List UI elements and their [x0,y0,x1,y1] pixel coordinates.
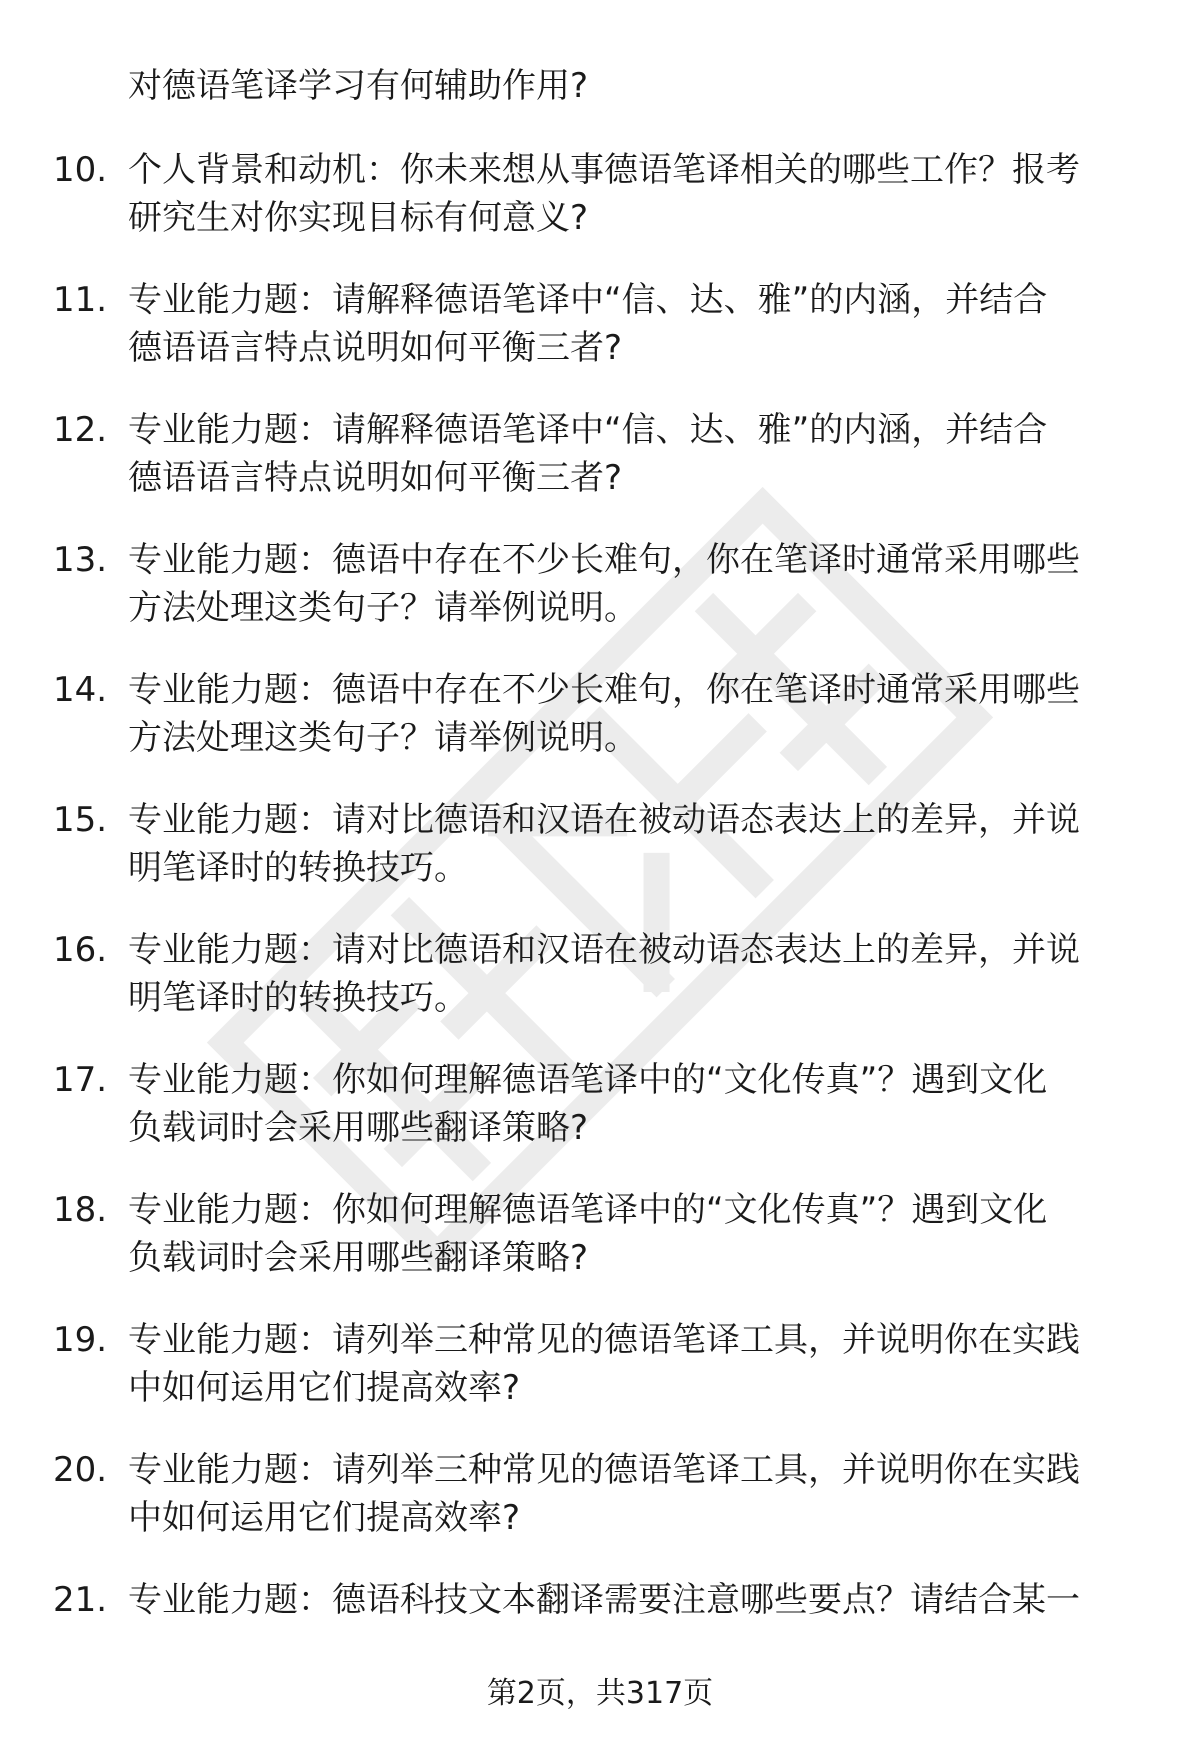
question-text-line: 专业能力题：你如何理解德语笔译中的“文化传真”？遇到文化 [128,1060,1048,1100]
question-item [0,1056,1200,1186]
question-item [0,1316,1200,1446]
question-number: 11. [53,280,108,320]
question-number: 12. [53,410,108,450]
question-text-line: 明笔译时的转换技巧。 [128,978,468,1018]
question-item [0,796,1200,926]
continued-question-text: 对德语笔译学习有何辅助作用? [128,66,589,106]
question-text-line: 个人背景和动机：你未来想从事德语笔译相关的哪些工作？报考 [128,150,1080,190]
question-number: 15. [53,800,108,840]
question-number: 21. [53,1580,108,1620]
question-text-line: 中如何运用它们提高效率? [128,1368,521,1408]
question-text-line: 明笔译时的转换技巧。 [128,848,468,888]
question-number: 16. [53,930,108,970]
question-number: 13. [53,540,108,580]
question-item [0,276,1200,406]
question-item [0,146,1200,276]
question-number: 14. [53,670,108,710]
question-text-line: 专业能力题：德语科技文本翻译需要注意哪些要点？请结合某一 [128,1580,1080,1620]
question-text-line: 专业能力题：你如何理解德语笔译中的“文化传真”？遇到文化 [128,1190,1048,1230]
question-number: 17. [53,1060,108,1100]
question-item [0,1186,1200,1316]
question-text-line: 方法处理这类句子？请举例说明。 [128,718,638,758]
question-item [0,666,1200,796]
question-number: 18. [53,1190,108,1230]
question-text-line: 专业能力题：请对比德语和汉语在被动语态表达上的差异，并说 [128,930,1080,970]
question-text-line: 研究生对你实现目标有何意义? [128,198,589,238]
page-footer: 第2页，共317页 [486,1676,714,1711]
question-text-line: 专业能力题：德语中存在不少长难句，你在笔译时通常采用哪些 [128,670,1080,710]
question-text-line: 专业能力题：德语中存在不少长难句，你在笔译时通常采用哪些 [128,540,1080,580]
question-text-line: 德语语言特点说明如何平衡三者? [128,328,623,368]
question-text-line: 专业能力题：请解释德语笔译中“信、达、雅”的内涵，并结合 [128,410,1048,450]
question-number: 19. [53,1320,108,1360]
question-text-line: 方法处理这类句子？请举例说明。 [128,588,638,628]
question-text-line: 专业能力题：请列举三种常见的德语笔译工具，并说明你在实践 [128,1320,1080,1360]
question-item [0,536,1200,666]
question-text-line: 负载词时会采用哪些翻译策略? [128,1108,589,1148]
question-text-line: 专业能力题：请解释德语笔译中“信、达、雅”的内涵，并结合 [128,280,1048,320]
question-text-line: 负载词时会采用哪些翻译策略? [128,1238,589,1278]
question-list [0,146,1200,1706]
question-item [0,406,1200,536]
question-item [0,926,1200,1056]
question-number: 20. [53,1450,108,1490]
question-text-line: 专业能力题：请对比德语和汉语在被动语态表达上的差异，并说 [128,800,1080,840]
question-text-line: 专业能力题：请列举三种常见的德语笔译工具，并说明你在实践 [128,1450,1080,1490]
question-item [0,1446,1200,1576]
question-text-line: 德语语言特点说明如何平衡三者? [128,458,623,498]
question-number: 10. [53,150,108,190]
question-text-line: 中如何运用它们提高效率? [128,1498,521,1538]
